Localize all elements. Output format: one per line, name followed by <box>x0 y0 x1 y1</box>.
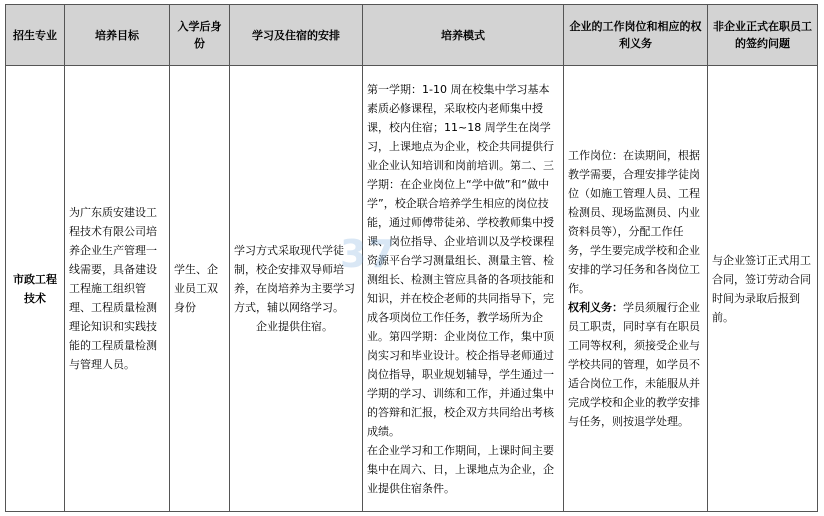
table-header-row <box>6 5 818 66</box>
apprenticeship-table <box>5 4 818 512</box>
header-goal: 培养目标 <box>65 5 170 66</box>
arrangement-study: 学习方式采取现代学徒制，校企安排双导师培养，在岗培养为主要学习方式，辅以网络学习。 <box>234 244 355 314</box>
cell-identity: 学生、企业员工双身份 <box>170 66 230 512</box>
cell-rights <box>564 66 708 512</box>
arrangement-housing: 企业提供住宿。 <box>256 320 333 333</box>
rights-duties-text: 学员须履行企业员工职责，同时享有在职员工同等权利，须接受企业与学校共同的管理，如学员不适合岗位工作，未能服从并完成学校和企业的教学安排与任务，则按退学处理。 <box>568 301 700 428</box>
cell-major: 市政工程技术 <box>6 66 65 512</box>
header-contract: 非企业正式在职员工的签约问题 <box>708 5 818 66</box>
cell-arrangement <box>230 66 363 512</box>
rights-positions: 工作岗位：在读期间，根据教学需要，合理安排学徒岗位（如施工管理人员、工程检测员、现场监测员、内业资料员等），分配工作任务，学生要完成学校和企业安排的学习任务和各岗位工作。 <box>568 149 700 295</box>
cell-goal: 为广东质安建设工程技术有限公司培养企业生产管理一线需要，具备建设工程施工组织管理、工程质量检测理论知识和实践技能的工程质量检测与管理人员。 <box>65 66 170 512</box>
mode-schedule: 在企业学习和工作期间，上课时间主要集中在周六、日，上课地点为企业，企业提供住宿条件。 <box>367 443 554 495</box>
watermark-logo: 37 <box>340 232 397 276</box>
cell-contract: 与企业签订正式用工合同，签订劳动合同时间为录取后报到前。 <box>708 66 818 512</box>
rights-duties <box>568 298 703 431</box>
header-major: 招生专业 <box>6 5 65 66</box>
rights-label: 权利义务： <box>568 301 623 314</box>
header-rights: 企业的工作岗位和相应的权利义务 <box>564 5 708 66</box>
table-row <box>6 66 818 512</box>
header-arrangement: 学习及住宿的安排 <box>230 5 363 66</box>
header-mode: 培养模式 <box>363 5 564 66</box>
header-identity: 入学后身份 <box>170 5 230 66</box>
cell-mode <box>363 66 564 512</box>
mode-semesters: 第一学期：1-10 周在校集中学习基本素质必修课程，采取校内老师集中授课，校内住宿；11~18 周学生在岗学习，上课地点为企业，校企共同提供行业企业认知培训和岗前培训。第二、三学期：在企业岗位上“学中做”和“做中学”，校企联合培养学生相应的岗位技能，通过师傅带徒弟、学校教师集中授课、岗位指导、企业培训以及学校课程资源平台学习测量组长、测量主管、检测组长、检测主管应具备的各项技能和知识，并在校企老师的共同指导下，完成各项岗位工作任务，教学场所为企业。第四学期：企业岗位工作，集中顶岗实习和毕业设计。校企指导老师通过岗位指导，职业规划辅导，学生通过一学期的学习、训练和工作，并通过集中的答辩和汇报，校企双方共同给出考核成绩。 <box>367 82 554 438</box>
